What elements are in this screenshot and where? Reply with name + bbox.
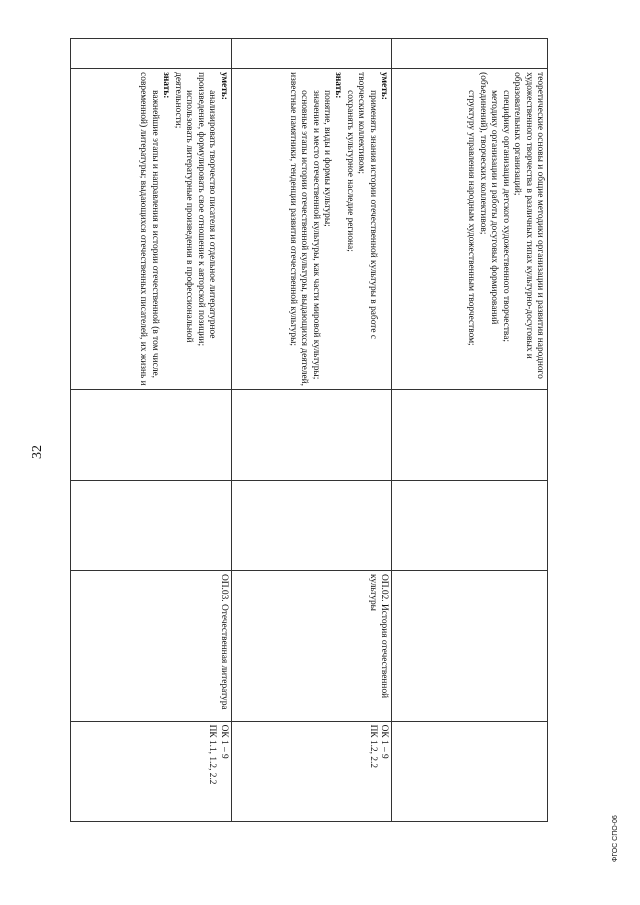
discipline-cell (71, 571, 232, 722)
competences-cell (231, 721, 392, 821)
text-line: уметь: (379, 72, 390, 100)
page-number: 32 (30, 445, 45, 459)
index-cell (231, 39, 392, 69)
index-cell (392, 39, 548, 69)
text-line: уметь: (218, 72, 229, 100)
curriculum-table (70, 38, 548, 822)
requirements-cell (231, 69, 392, 390)
competences-text: ОК 1 – 9 ПК 1.1, 1.2, 2.2 (207, 724, 229, 785)
hours-cell (71, 480, 232, 570)
text-line: значение и место отечественной культуры, как части мировой культуры; (310, 90, 321, 380)
text-line: анализировать творчество писателя и отдельное литературное произведение, формулировать свое отношение к авторской позиции; (195, 72, 218, 347)
text-line: применять знания истории отечественной культуры в работе с творческим коллективом; (356, 72, 378, 340)
text-line: знать: (333, 72, 344, 99)
discipline-cell (231, 571, 392, 722)
text-line: использовать литературные произведения в профессиональной деятельности; (172, 72, 195, 343)
text-line: понятие, виды и формы культуры; (322, 90, 333, 227)
hours-max-cell (231, 390, 392, 480)
table-row (392, 39, 548, 822)
text-line: специфику организации детского художественного творчества; (500, 90, 511, 343)
table-row (231, 39, 392, 822)
rotated-table-container (70, 38, 548, 822)
footer-code: ФГОС СПО-06 (612, 815, 619, 862)
hours-max-cell (392, 390, 548, 480)
hours-cell (231, 480, 392, 570)
hours-cell (392, 480, 548, 570)
text-line: методику организации и работы досуговых формирований (объединений), творческих коллективов; (477, 72, 500, 325)
text-line: ОП.03. Отечественная литература (218, 574, 229, 710)
index-cell (71, 39, 232, 69)
requirements-cell (392, 69, 548, 390)
text-line: структуру управления народным художественным творчеством; (466, 90, 477, 346)
competences-cell (71, 721, 232, 821)
text-line: основные этапы истории отечественной культуры, выдающихся деятелей, известные памятники, тенденции развития отечественной культуры; (287, 72, 310, 387)
hours-max-cell (71, 390, 232, 480)
table-row (71, 39, 232, 822)
discipline-cell (392, 571, 548, 722)
text-line: теоретические основы и общие методики организации и развития народного художественного творчества в различных типах культурно-досуговых и образовательных организаций; (512, 72, 545, 379)
requirements-cell (71, 69, 232, 390)
text-line: сохранять культурное наследие региона; (344, 90, 355, 252)
competences-cell (392, 721, 548, 821)
text-line: ОП.02. История отечественной культуры (367, 574, 390, 699)
text-line: важнейшие этапы и направления в истории отечественной (в том числе, современной) литературы; выдающихся отечественных писателей, их жизнь и (138, 72, 160, 386)
competences-text: ОК 1 – 9 ПК 1.2, 2.2 (367, 724, 390, 769)
text-line: знать: (161, 72, 172, 99)
